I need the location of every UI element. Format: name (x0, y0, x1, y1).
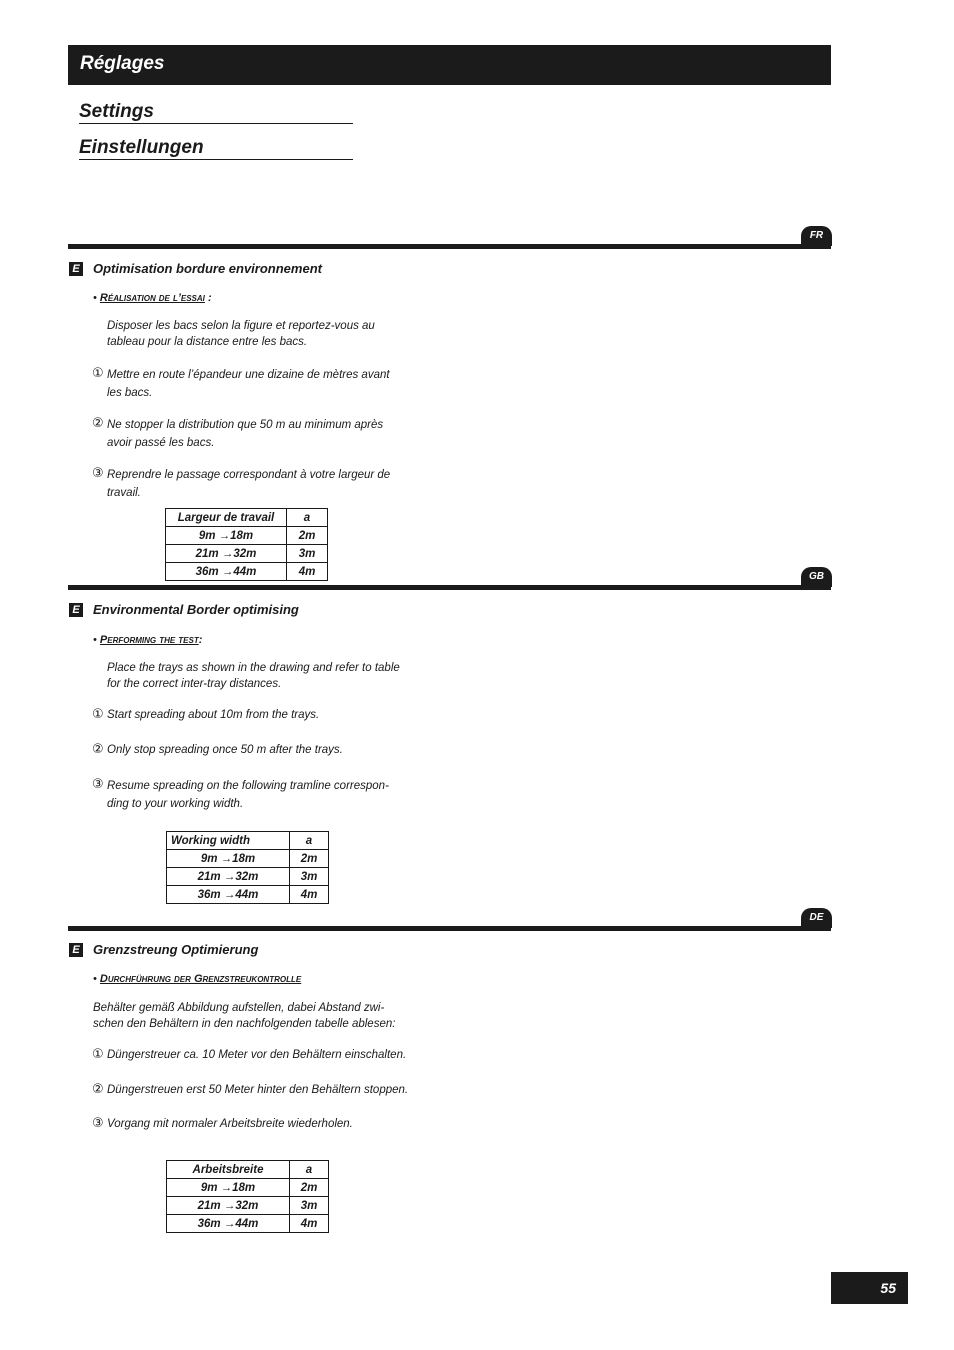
subtitle-underline (79, 159, 353, 160)
distance-table (166, 831, 329, 904)
section-marker: E (69, 603, 83, 617)
step-text: Vorgang mit normaler Arbeitsbreite wiederholen. (107, 1118, 353, 1130)
step-number: ③ (92, 1115, 104, 1130)
table-row: 21m →32m 3m (166, 545, 328, 563)
step-number: ③ (92, 465, 104, 480)
section-rule (68, 244, 831, 249)
step-text: Düngerstreuen erst 50 Meter hinter den Behältern stoppen. (107, 1084, 409, 1096)
table-row: 21m →32m 3m (167, 1197, 329, 1215)
table-header: a (290, 832, 329, 850)
lang-tab-de: DE (801, 908, 832, 928)
table-header: Largeur de travail (166, 509, 287, 527)
table-row: 9m →18m 2m (167, 1179, 329, 1197)
step-number: ③ (92, 776, 104, 791)
table-header: Working width (167, 832, 290, 850)
step-text: Ne stopper la distribution que 50 m au minimum après avoir passé les bacs. (107, 419, 384, 449)
page-title: Réglages (80, 53, 165, 74)
step-text: Only stop spreading once 50 m after the trays. (107, 744, 343, 756)
step-number: ② (92, 741, 104, 756)
table-header: a (290, 1161, 329, 1179)
intro-paragraph: Disposer les bacs selon la figure et reportez-vous au tableau pour la distance entre les bacs. (107, 320, 375, 348)
step-text: Start spreading about 10m from the trays. (107, 709, 320, 721)
header-bar (68, 45, 831, 85)
section-rule (68, 926, 831, 931)
table-row: 9m →18m 2m (167, 850, 329, 868)
table-row: 9m →18m 2m (166, 527, 328, 545)
section-marker: E (69, 262, 83, 276)
lang-tab-fr: FR (801, 226, 832, 246)
step-text: Düngerstreuer ca. 10 Meter vor den Behältern einschalten. (107, 1049, 407, 1061)
subtitle-einstellungen: Einstellungen (79, 137, 204, 158)
section-heading: Environmental Border optimising (93, 602, 299, 617)
step-text: Reprendre le passage correspondant à votre largeur de travail. (107, 469, 391, 499)
subtitle-underline (79, 123, 353, 124)
bullet-heading: • Performing the test: (93, 634, 203, 646)
bullet-heading: • Durchführung der Grenzstreukontrolle (93, 973, 302, 985)
step-number: ① (92, 1046, 104, 1061)
section-rule (68, 585, 831, 590)
step-number: ① (92, 365, 104, 380)
step-number: ② (92, 1081, 104, 1096)
distance-table (165, 508, 328, 581)
table-header: Arbeitsbreite (167, 1161, 290, 1179)
section-heading: Grenzstreung Optimierung (93, 942, 259, 957)
table-row: 36m →44m 4m (167, 1215, 329, 1233)
intro-paragraph: Place the trays as shown in the drawing and refer to table for the correct inter-tray distances. (107, 662, 400, 690)
table-header: a (287, 509, 328, 527)
intro-paragraph: Behälter gemäß Abbildung aufstellen, dabei Abstand zwi- schen den Behältern in den nachfolgenden tabelle ablesen: (93, 1002, 396, 1030)
subtitle-settings: Settings (79, 101, 154, 122)
step-text: Mettre en route l’épandeur une dizaine de mètres avant les bacs. (107, 369, 390, 399)
page-number: 55 (831, 1272, 908, 1304)
lang-tab-gb: GB (801, 567, 832, 587)
table-row: 21m →32m 3m (167, 868, 329, 886)
table-row: 36m →44m 4m (167, 886, 329, 904)
step-number: ② (92, 415, 104, 430)
section-heading: Optimisation bordure environnement (93, 261, 322, 276)
step-text: Resume spreading on the following tramline correspon- ding to your working width. (107, 780, 389, 810)
section-marker: E (69, 943, 83, 957)
table-row: 36m →44m 4m (166, 563, 328, 581)
distance-table (166, 1160, 329, 1233)
bullet-heading: • Réalisation de l’essai : (93, 292, 212, 304)
step-number: ① (92, 706, 104, 721)
